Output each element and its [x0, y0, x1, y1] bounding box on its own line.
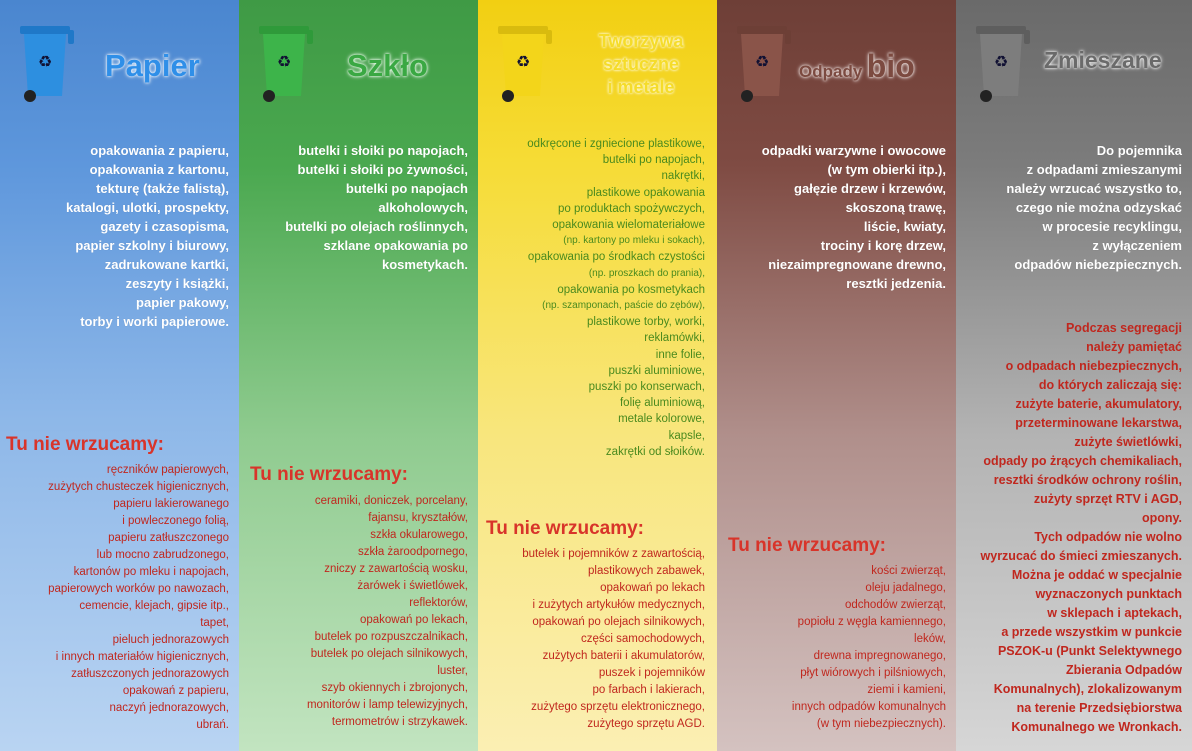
accepted-items: odpadki warzywne i owocowe (w tym obierki itp.), gałęzie drzew i krzewów, skoszoną trawę, liście, kwiaty, trociny i korę drzew, niezaimpregnowane drewno, resztki jedzenia.: [761, 143, 946, 291]
yellow-bin-icon: [496, 22, 556, 102]
accepted-item: plastikowe torby, worki,: [586, 316, 705, 329]
not-accepted-items: ręczników papierowych, zużytych chusteczek higienicznych, papieru lakierowanego i powleczonego folią, papieru zatłuszczonego lub mocno zabrudzonego, kartonów po mleku i napojach, papierowych worków po nawozach, cemencie, klejach, gipsie itp., tapet, pieluch jednorazowych i innych materiałów higienicznych, zatłuszczonych jednorazowych opakowań z papieru, naczyń jednorazowych, ubrań.: [48, 464, 229, 731]
accepted-item: opakowania wielomateriałowe: [552, 219, 705, 232]
not-accepted-heading: Tu nie wrzucamy:: [486, 518, 645, 539]
gray-bin-icon: [974, 22, 1034, 102]
accepted-items: opakowania z papieru, opakowania z kartonu, tekturę (także falistą), katalogi, ulotki, prospekty, gazety i czasopisma, papier szkolny i biurowy, zadrukowane kartki, zeszyty i książki, papier pakowy, torby i worki papierowe.: [65, 143, 229, 329]
accepted-item-note: (np. szamponach, paście do zębów),: [542, 300, 705, 312]
not-accepted-items: kości zwierząt, oleju jadalnego, odchodów zwierząt, popiołu z węgla kamiennego, leków, drewna impregnowanego, płyt wiórowych i pilśniowych, ziemi i kamieni, innych odpadów komunalnych (w tym niebezpiecznych).: [791, 565, 946, 730]
title-small: Odpady: [799, 62, 863, 81]
accepted-item: zakrętki od słoików.: [605, 445, 705, 458]
column-zmieszane: [956, 0, 1192, 751]
accepted-item: plastikowe opakowania: [586, 186, 705, 199]
svg-text:♻: ♻: [37, 52, 53, 71]
accepted-item: folię aluminiową,: [619, 397, 705, 410]
column-title: Papier: [105, 48, 200, 83]
brown-bin-icon: [735, 22, 795, 102]
svg-text:♻: ♻: [276, 52, 292, 71]
blue-bin-icon: [18, 22, 78, 102]
accepted-item: nakrętki,: [661, 170, 705, 183]
accepted-item: butelki po napojach,: [602, 154, 705, 167]
title-line: sztuczne: [602, 54, 680, 74]
title-big: bio: [866, 48, 915, 84]
accepted-item-note: (np. proszkach do prania),: [588, 267, 705, 279]
not-accepted-heading: Tu nie wrzucamy:: [728, 535, 887, 556]
column-title: [799, 48, 915, 85]
not-accepted-heading: Tu nie wrzucamy:: [6, 434, 165, 455]
not-accepted-heading: Tu nie wrzucamy:: [250, 464, 409, 485]
hazardous-waste-note: Podczas segregacji należy pamiętać o odpadach niebezpiecznych, do których zaliczają się: zużyte baterie, akumulatory, przeterminowane lekarstwa, zużyte świetlówki, odpady po żrących chemikaliach, resztki środków ochrony roślin, zużyty sprzęt RTV i AGD, opony. Tych odpadów nie wolno wyrzucać do śmieci zmieszanych. Można je oddać w specjalnie wyznaczonych punktach w sklepach i aptekach, a przede wszystkim w punkcie PSZOK-u (Punkt Selektywnego Zbierania Odpadów Komunalnych), zlokalizowanym na terenie Przedsiębiorstwa Komunalnego we Wronkach.: [980, 321, 1182, 734]
column-szklo: [239, 0, 478, 751]
accepted-item: inne folie,: [655, 348, 705, 361]
svg-text:♻: ♻: [993, 52, 1009, 71]
column-title: Szkło: [347, 48, 428, 83]
accepted-item: opakowania po kosmetykach: [557, 283, 705, 296]
svg-text:♻: ♻: [515, 52, 531, 71]
column-bio: [717, 0, 956, 751]
column-tworzywa: [478, 0, 717, 751]
accepted-item-note: (np. kartony po mleku i sokach),: [563, 235, 705, 247]
accepted-item: opakowania po środkach czystości: [527, 251, 705, 264]
not-accepted-items: ceramiki, doniczek, porcelany, fajansu, kryształów, szkła okularowego, szkła żaroodpornego, zniczy z zawartością wosku, żarówek i świetlówek, reflektorów, opakowań po lekach, butelek po rozpuszczalnikach, butelek po olejach silnikowych, luster, szyb okiennych i zbrojonych, monitorów i lamp telewizyjnych, termometrów i strzykawek.: [306, 495, 468, 728]
accepted-items: [478, 136, 705, 460]
svg-text:♻: ♻: [754, 52, 770, 71]
accepted-item: puszki aluminiowe,: [608, 364, 705, 377]
accepted-item: po produktach spożywczych,: [557, 202, 705, 215]
accepted-item: puszki po konserwach,: [588, 381, 705, 394]
column-title: [586, 30, 696, 99]
accepted-item: odkręcone i zgniecione plastikowe,: [527, 138, 705, 150]
accepted-item: kapsle,: [668, 429, 705, 442]
column-title: Zmieszane: [1044, 47, 1162, 73]
title-line: Tworzywa: [598, 31, 684, 51]
accepted-items: butelki i słoiki po napojach, butelki i słoiki po żywności, butelki po napojach alkoholowych, butelki po olejach roślinnych, szklane opakowania po kosmetykach.: [285, 143, 468, 272]
accepted-items: Do pojemnika z odpadami zmieszanymi należy wrzucać wszystko to, czego nie można odzyskać w procesie recyklingu, z wyłączeniem odpadów niebezpiecznych.: [1006, 143, 1182, 272]
column-papier: [0, 0, 239, 751]
green-bin-icon: [257, 22, 317, 102]
not-accepted-items: butelek i pojemników z zawartością, plastikowych zabawek, opakowań po lekach i zużytych artykułów medycznych, opakowań po olejach silnikowych, części samochodowych, zużytych baterii i akumulatorów, puszek i pojemników po farbach i lakierach, zużytego sprzętu elektronicznego, zużytego sprzętu AGD.: [522, 548, 705, 730]
accepted-item: reklamówki,: [644, 332, 705, 345]
title-line: i metale: [607, 77, 675, 97]
accepted-item: metale kolorowe,: [618, 413, 705, 426]
